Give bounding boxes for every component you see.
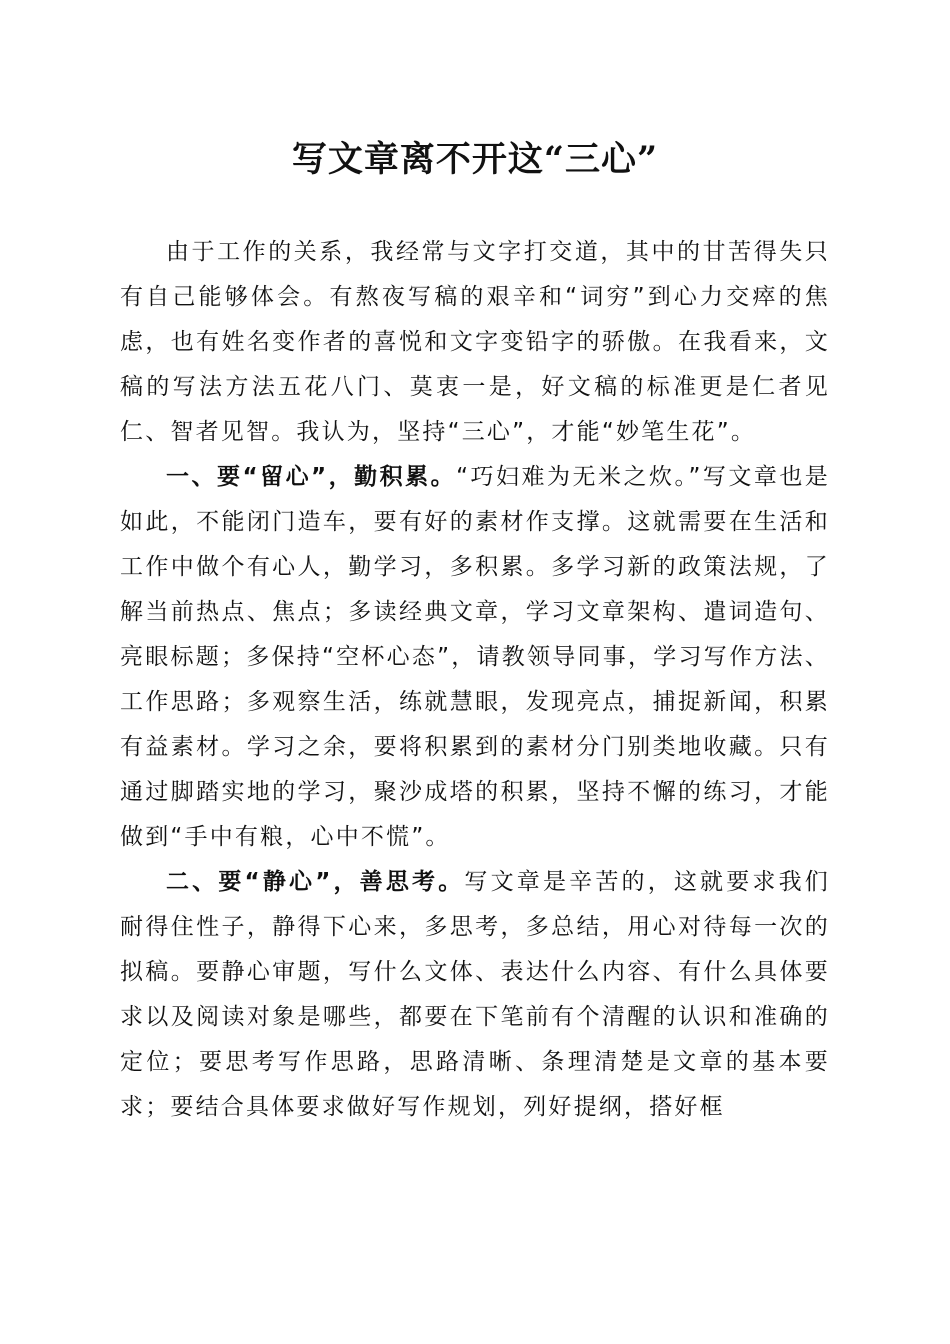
- section-two-text: 写文章是辛苦的，这就要求我们耐得住性子，静得下心来，多思考，多总结，用心对待每一次的拟稿。要静心审题，写什么文体、表达什么内容、有什么具体要求以及阅读对象是哪些，都要在下笔前有个清醒的认识和准确的定位；要思考写作思路，思路清晰、条理清楚是文章的基本要求；要结合具体要求做好写作规划，列好提纲，搭好框: [120, 869, 830, 1120]
- section-one-paragraph: [120, 455, 830, 860]
- section-two-heading: 二、要“静心”，善思考。: [166, 869, 465, 895]
- article-body: [120, 230, 830, 1130]
- section-one-text: “巧妇难为无米之炊。”写文章也是如此，不能闭门造车，要有好的素材作支撑。这就需要在生活和工作中做个有心人，勤学习，多积累。多学习新的政策法规，了解当前热点、焦点；多读经典文章，学习文章架构、遣词造句、亮眼标题；多保持“空杯心态”，请教领导同事，学习写作方法、工作思路；多观察生活，练就慧眼，发现亮点，捕捉新闻，积累有益素材。学习之余，要将积累到的素材分门别类地收藏。只有通过脚踏实地的学习，聚沙成塔的积累，坚持不懈的练习，才能做到“手中有粮，心中不慌”。: [120, 464, 831, 850]
- intro-paragraph: [120, 230, 830, 455]
- article-title: 写文章离不开这“三心”: [291, 139, 659, 180]
- intro-text: 由于工作的关系，我经常与文字打交道，其中的甘苦得失只有自己能够体会。有熬夜写稿的艰辛和“词穷”到心力交瘁的焦虑，也有姓名变作者的喜悦和文字变铅字的骄傲。在我看来，文稿的写法方法五花八门、莫衷一是，好文稿的标准更是仁者见仁、智者见智。我认为，坚持“三心”，才能“妙笔生花”。: [120, 239, 830, 445]
- section-two-paragraph: [120, 860, 830, 1130]
- section-one-heading: 一、要“留心”，勤积累。: [166, 464, 457, 490]
